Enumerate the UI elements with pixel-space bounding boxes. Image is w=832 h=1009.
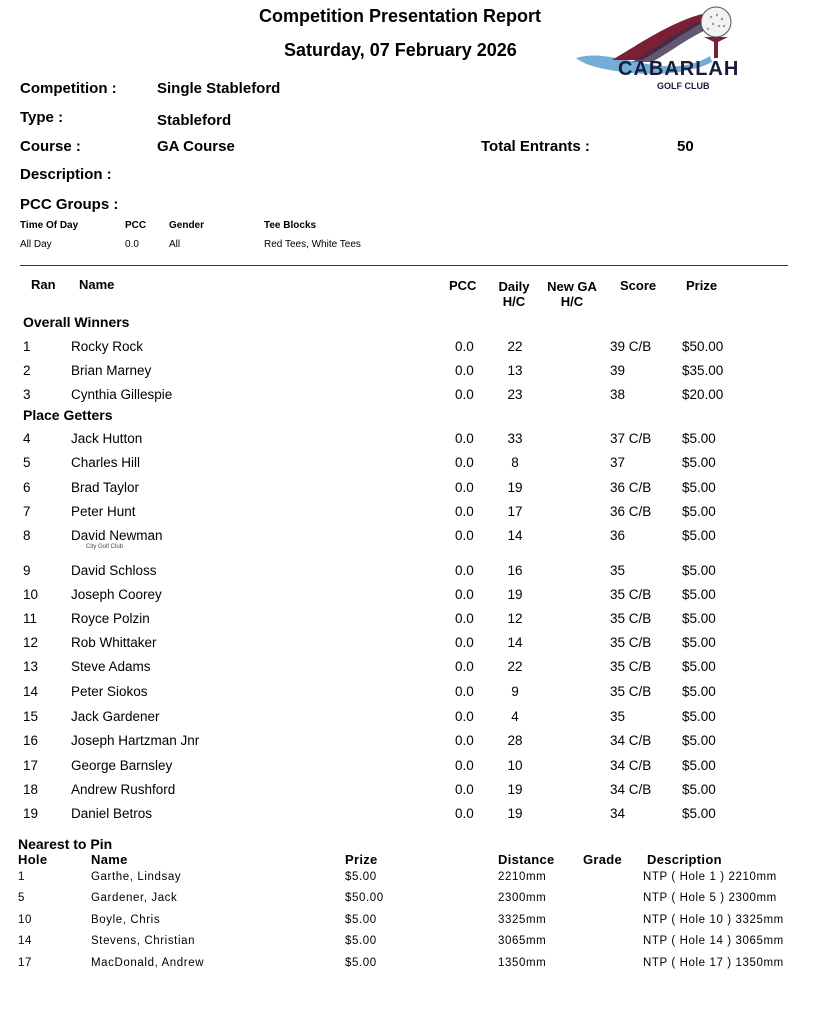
ntp-hole: 10 [18,914,32,926]
result-rank: 12 [23,635,39,650]
result-pcc: 0.0 [455,684,474,699]
ntp-header-description: Description [647,852,722,867]
entrants-value: 50 [677,138,694,155]
result-rank: 5 [23,455,31,470]
result-score: 36 C/B [610,480,652,495]
result-name: David Schloss [71,563,157,578]
club-logo [572,2,740,98]
pcc-groups-label: PCC Groups : [20,196,119,213]
result-rank: 15 [23,709,39,724]
result-daily: 28 [507,733,523,748]
result-rank: 9 [23,563,31,578]
ntp-header-name: Name [91,852,128,867]
ntp-description: NTP ( Hole 14 ) 3065mm [643,935,784,947]
result-daily: 13 [507,363,523,378]
result-name: Steve Adams [71,659,151,674]
ntp-name: Gardener, Jack [91,892,178,904]
ntp-distance: 3065mm [498,935,547,947]
course-value: GA Course [157,138,235,155]
result-daily: 19 [507,480,523,495]
result-name: Peter Siokos [71,684,148,699]
result-daily: 9 [511,684,519,699]
ntp-distance: 2300mm [498,892,547,904]
result-name: Cynthia Gillespie [71,387,173,402]
result-name: Rob Whittaker [71,635,157,650]
header-score: Score [620,278,657,293]
result-pcc: 0.0 [455,709,474,724]
course-label: Course : [20,138,81,155]
result-rank: 7 [23,504,31,519]
ntp-prize: $5.00 [345,957,377,969]
result-score: 34 C/B [610,758,652,773]
divider [20,265,788,266]
result-score: 35 [610,563,626,578]
result-prize: $5.00 [682,431,716,446]
result-score: 35 C/B [610,659,652,674]
result-daily: 23 [507,387,523,402]
result-rank: 10 [23,587,39,602]
result-score: 35 C/B [610,587,652,602]
report-date: Saturday, 07 February 2026 [284,40,517,60]
result-rank: 19 [23,806,39,821]
result-daily: 12 [507,611,523,626]
pcc-row-tee: Red Tees, White Tees [264,239,361,250]
result-prize: $5.00 [682,709,716,724]
result-pcc: 0.0 [455,806,474,821]
result-pcc: 0.0 [455,587,474,602]
result-prize: $50.00 [682,339,724,354]
result-name: Royce Polzin [71,611,150,626]
ntp-distance: 3325mm [498,914,547,926]
header-daily [494,279,534,309]
result-pcc: 0.0 [455,758,474,773]
ntp-hole: 5 [18,892,25,904]
result-pcc: 0.0 [455,733,474,748]
result-pcc: 0.0 [455,363,474,378]
result-score: 34 C/B [610,733,652,748]
result-prize: $5.00 [682,635,716,650]
competition-label: Competition : [20,80,117,97]
type-value: Stableford [157,112,232,129]
result-daily: 10 [507,758,523,773]
result-daily: 8 [511,455,519,470]
result-name: Jack Gardener [71,709,160,724]
result-score: 35 C/B [610,635,652,650]
pcc-header-gender: Gender [169,220,205,231]
result-score: 37 [610,455,626,470]
ntp-header-grade: Grade [583,852,623,867]
result-prize: $5.00 [682,659,716,674]
result-prize: $5.00 [682,504,716,519]
ntp-header-hole: Hole [18,852,48,867]
result-score: 35 C/B [610,684,652,699]
result-daily: 19 [507,782,523,797]
ntp-name: MacDonald, Andrew [91,957,205,969]
result-prize: $5.00 [682,587,716,602]
header-newga [542,279,602,309]
result-daily: 16 [507,563,523,578]
result-prize: $5.00 [682,480,716,495]
ntp-hole: 1 [18,871,25,883]
result-prize: $35.00 [682,363,724,378]
result-prize: $5.00 [682,611,716,626]
logo-graphic [572,2,740,98]
result-score: 38 [610,387,626,402]
result-pcc: 0.0 [455,782,474,797]
ntp-description: NTP ( Hole 10 ) 3325mm [643,914,784,926]
ntp-prize: $5.00 [345,914,377,926]
result-daily: 4 [511,709,519,724]
ntp-name: Boyle, Chris [91,914,161,926]
result-daily: 17 [507,504,523,519]
result-name: Jack Hutton [71,431,143,446]
ntp-name: Garthe, Lindsay [91,871,182,883]
result-daily: 19 [507,806,523,821]
header-daily-line2: H/C [502,294,526,309]
result-pcc: 0.0 [455,659,474,674]
result-pcc: 0.0 [455,455,474,470]
result-prize: $5.00 [682,782,716,797]
result-prize: $5.00 [682,455,716,470]
header-newga-line2: H/C [560,294,584,309]
result-name: Joseph Coorey [71,587,162,602]
result-rank: 6 [23,480,31,495]
header-name: Name [79,277,115,292]
result-score: 39 [610,363,626,378]
result-pcc: 0.0 [455,504,474,519]
section-overall-winners: Overall Winners [23,314,130,330]
result-score: 34 [610,806,626,821]
result-rank: 11 [23,611,38,626]
result-rank: 3 [23,387,31,402]
competition-value: Single Stableford [157,80,281,97]
result-score: 36 C/B [610,504,652,519]
pcc-header-time: Time Of Day [20,220,79,231]
type-label: Type : [20,109,64,126]
result-name: Joseph Hartzman Jnr [71,733,200,748]
result-name: Daniel Betros [71,806,153,821]
result-rank: 1 [23,339,31,354]
result-prize: $5.00 [682,528,716,543]
ntp-prize: $50.00 [345,892,384,904]
result-rank: 16 [23,733,39,748]
ntp-prize: $5.00 [345,871,377,883]
result-club: City Golf Club [86,544,124,550]
result-prize: $5.00 [682,806,716,821]
header-daily-line1: Daily [498,279,530,294]
result-rank: 17 [23,758,39,773]
result-score: 36 [610,528,626,543]
result-score: 34 C/B [610,782,652,797]
result-prize: $5.00 [682,733,716,748]
result-score: 35 [610,709,626,724]
result-rank: 13 [23,659,39,674]
result-rank: 8 [23,528,31,543]
header-rank: Ran [31,277,56,292]
ntp-distance: 1350mm [498,957,547,969]
result-score: 39 C/B [610,339,652,354]
result-daily: 14 [507,635,523,650]
result-pcc: 0.0 [455,339,474,354]
result-rank: 2 [23,363,31,378]
ntp-header-prize: Prize [345,852,378,867]
logo-name: CABARLAH [618,58,740,80]
result-name: George Barnsley [71,758,173,773]
header-prize: Prize [686,278,718,293]
ntp-name: Stevens, Christian [91,935,196,947]
result-name: Peter Hunt [71,504,136,519]
section-nearest-to-pin: Nearest to Pin [18,836,113,852]
result-prize: $5.00 [682,758,716,773]
result-prize: $5.00 [682,684,716,699]
report-title: Competition Presentation Report [259,6,542,26]
entrants-label: Total Entrants : [481,138,590,155]
result-score: 35 C/B [610,611,652,626]
ntp-description: NTP ( Hole 17 ) 1350mm [643,957,784,969]
ntp-hole: 17 [18,957,32,969]
result-rank: 14 [23,684,39,699]
pcc-row-time: All Day [20,239,52,250]
header-newga-line1: New GA [547,279,597,294]
description-label: Description : [20,166,112,183]
pcc-row-gender: All [169,239,181,250]
result-pcc: 0.0 [455,635,474,650]
result-pcc: 0.0 [455,563,474,578]
result-pcc: 0.0 [455,480,474,495]
result-name: Rocky Rock [71,339,144,354]
result-name: Andrew Rushford [71,782,176,797]
result-pcc: 0.0 [455,611,474,626]
result-daily: 19 [507,587,523,602]
result-name: Charles Hill [71,455,141,470]
result-daily: 33 [507,431,523,446]
result-daily: 22 [507,659,523,674]
result-pcc: 0.0 [455,431,474,446]
result-rank: 4 [23,431,31,446]
logo-subtitle: GOLF CLUB [657,81,710,91]
pcc-header-pcc: PCC [125,220,147,231]
section-place-getters: Place Getters [23,407,113,423]
ntp-description: NTP ( Hole 1 ) 2210mm [643,871,777,883]
result-daily: 22 [507,339,523,354]
ntp-description: NTP ( Hole 5 ) 2300mm [643,892,777,904]
ntp-prize: $5.00 [345,935,377,947]
result-score: 37 C/B [610,431,652,446]
result-prize: $5.00 [682,563,716,578]
result-rank: 18 [23,782,39,797]
result-daily: 14 [507,528,523,543]
result-prize: $20.00 [682,387,724,402]
result-name: Brad Taylor [71,480,140,495]
ntp-distance: 2210mm [498,871,547,883]
ntp-header-distance: Distance [498,852,555,867]
pcc-row-pcc: 0.0 [125,239,139,250]
result-pcc: 0.0 [455,387,474,402]
ntp-hole: 14 [18,935,32,947]
result-name: David Newman [71,528,163,543]
result-name: Brian Marney [71,363,152,378]
result-pcc: 0.0 [455,528,474,543]
header-pcc: PCC [449,278,477,293]
pcc-header-tee: Tee Blocks [264,220,317,231]
